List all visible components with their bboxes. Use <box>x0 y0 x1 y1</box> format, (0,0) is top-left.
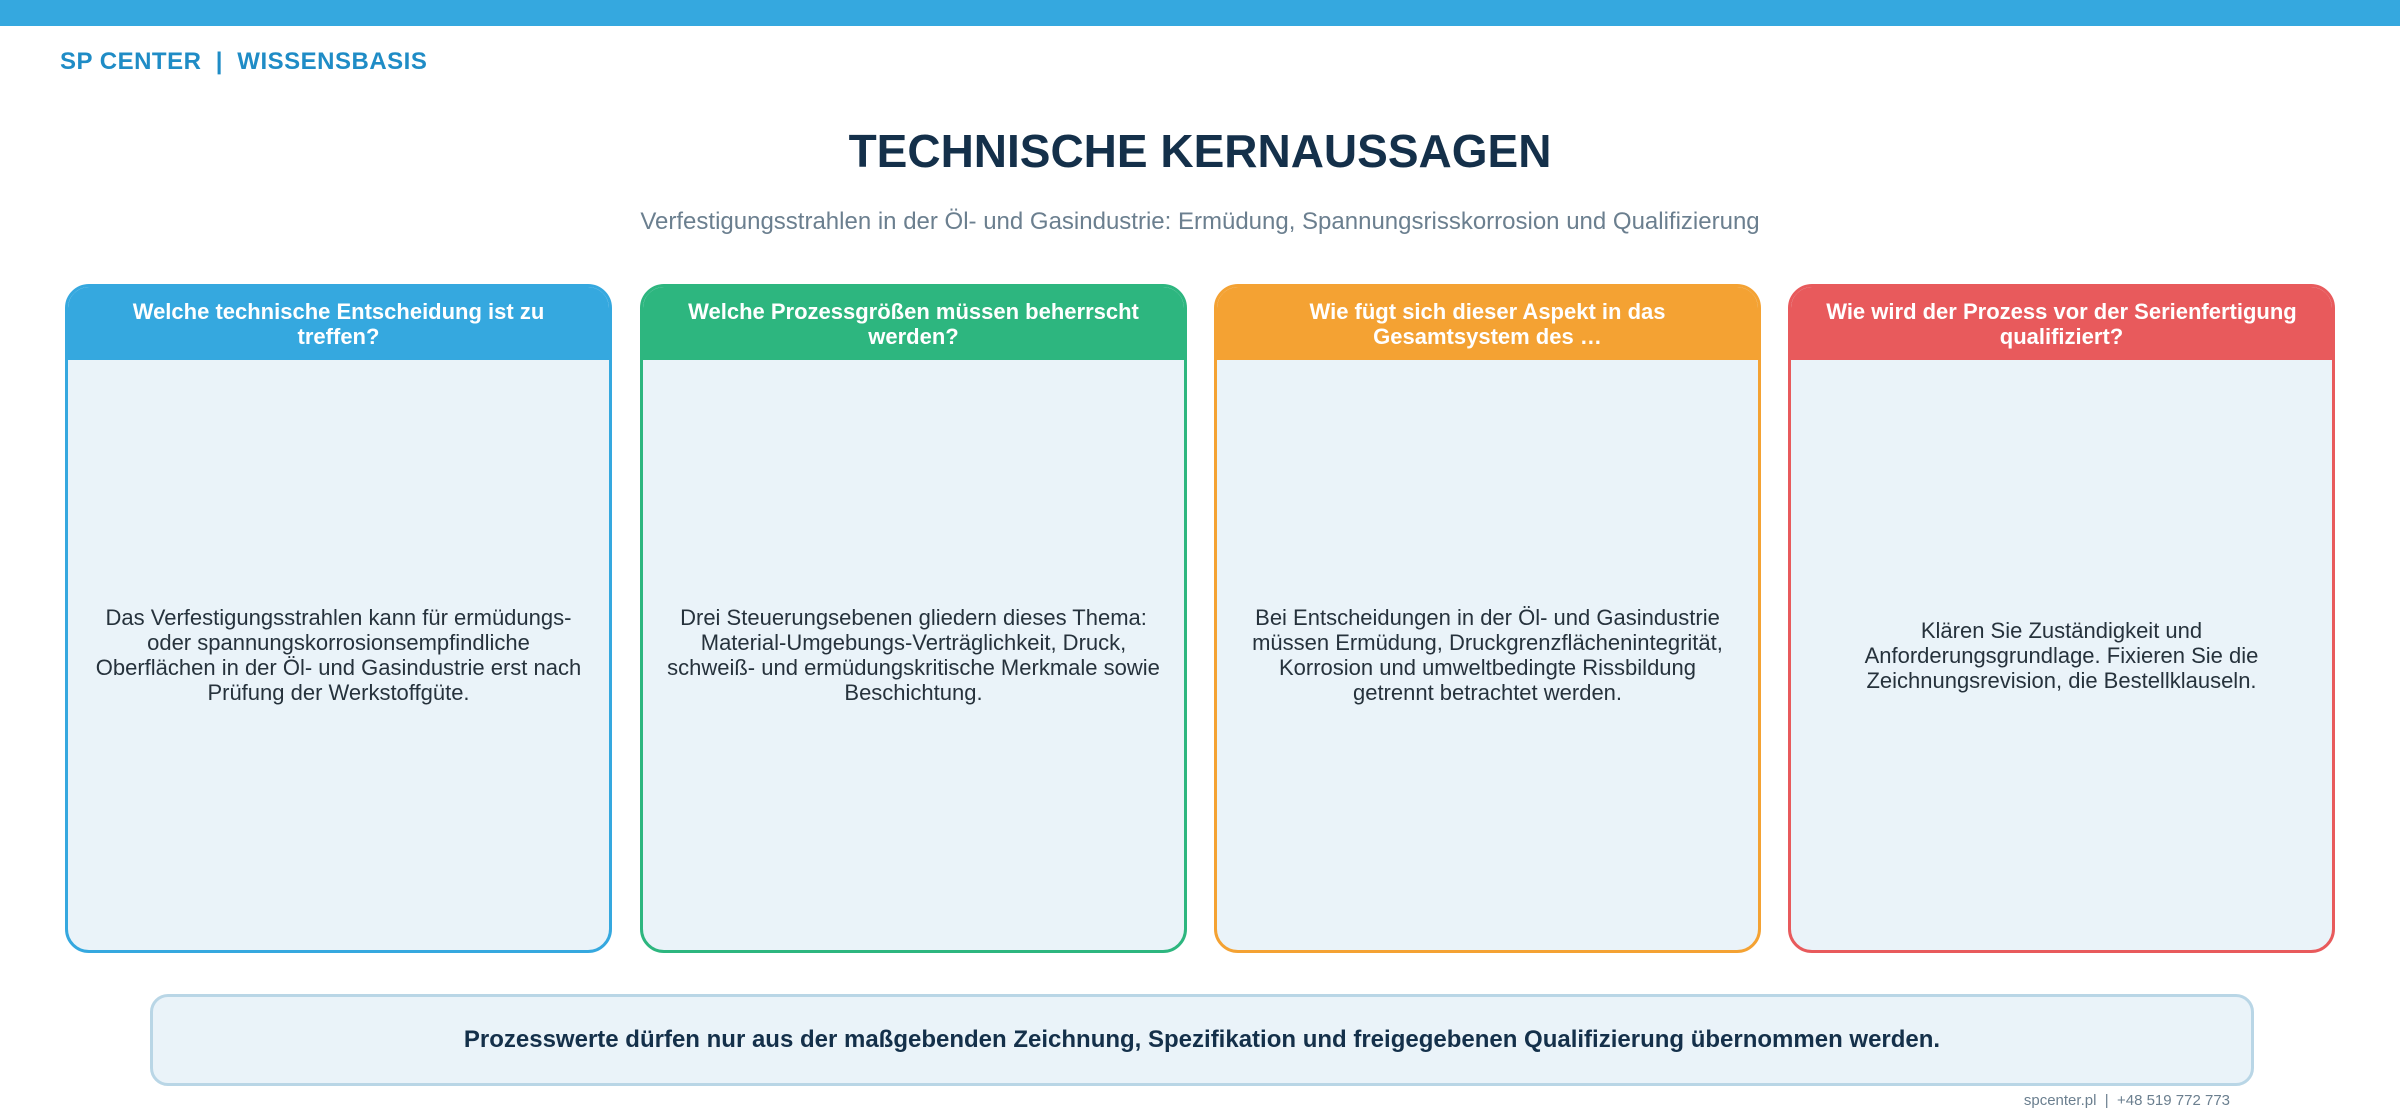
card-qualification-body-text: Klären Sie Zuständigkeit und Anforderungsgrundlage. Fixieren Sie die Zeichnungsrevision, die Bestellklauseln. <box>1864 617 2259 693</box>
card-process-variables-body <box>643 360 1184 950</box>
card-decision-heading <box>68 287 609 360</box>
card-overall-system-heading <box>1217 287 1758 360</box>
page-title: TECHNISCHE KERNAUSSAGEN <box>848 125 1552 177</box>
card-overall-system-body <box>1217 360 1758 950</box>
card-overall-system-heading-text: Wie fügt sich dieser Aspekt in das Gesamtsystem des … <box>1309 298 1666 349</box>
card-process-variables <box>640 284 1187 953</box>
card-decision-body-text: Das Verfestigungsstrahlen kann für ermüdungs- oder spannungskorrosionsempfindliche Oberflächen in der Öl- und Gasindustrie erst nach Prüfung der Werkstoffgüte. <box>95 605 582 705</box>
card-decision-body <box>68 360 609 950</box>
top-accent-bar <box>0 0 2400 26</box>
footer-contact: spcenter.pl | +48 519 772 773 <box>2023 1092 2230 1109</box>
summary-note <box>150 994 2254 1086</box>
card-overall-system-body-text: Bei Entscheidungen in der Öl- und Gasindustrie müssen Ermüdung, Druckgrenzflächenintegrität, Korrosion und umweltbedingte Rissbildung getrennt betrachtet werden. <box>1252 605 1723 705</box>
card-qualification <box>1788 284 2335 953</box>
summary-note-text: Prozesswerte dürfen nur aus der maßgebenden Zeichnung, Spezifikation und freigegebenen Qualifizierung übernommen werden. <box>463 1026 1941 1053</box>
card-decision <box>65 284 612 953</box>
brand-label: SP CENTER | WISSENSBASIS <box>60 48 428 75</box>
card-process-variables-body-text: Drei Steuerungsebenen gliedern dieses Thema: Material-Umgebungs-Verträglichkeit, Druck, schweiß- und ermüdungskritische Merkmale sowie Beschichtung. <box>667 605 1160 705</box>
card-qualification-body <box>1791 360 2332 950</box>
card-qualification-heading-text: Wie wird der Prozess vor der Serienfertigung qualifiziert? <box>1826 298 2297 349</box>
card-decision-heading-text: Welche technische Entscheidung ist zu treffen? <box>132 298 545 349</box>
card-process-variables-heading <box>643 287 1184 360</box>
card-overall-system <box>1214 284 1761 953</box>
page-subtitle: Verfestigungsstrahlen in der Öl- und Gasindustrie: Ermüdung, Spannungsrisskorrosion und Qualifizierung <box>640 208 1760 235</box>
card-process-variables-heading-text: Welche Prozessgrößen müssen beherrscht werden? <box>688 298 1139 349</box>
card-qualification-heading <box>1791 287 2332 360</box>
card-grid <box>65 284 2335 952</box>
